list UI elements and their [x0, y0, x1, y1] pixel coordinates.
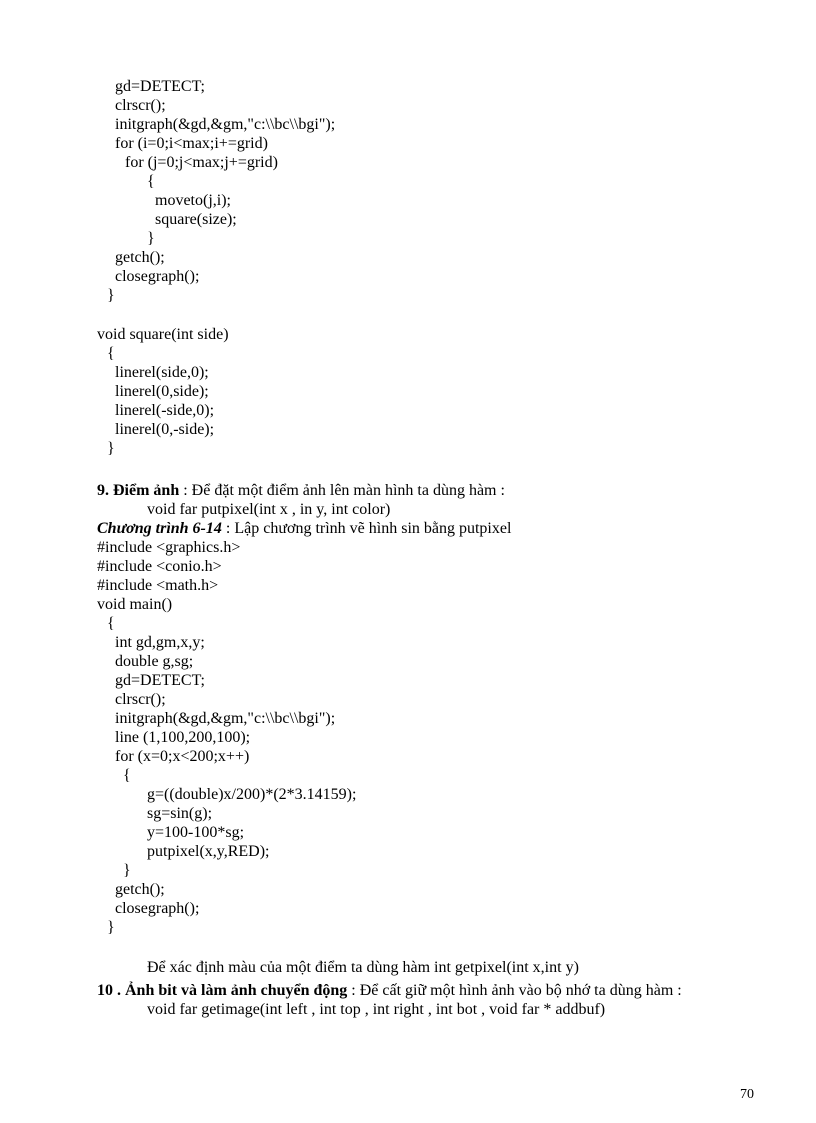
code-line: y=100-100*sg;	[147, 824, 245, 841]
code-line: closegraph();	[115, 268, 200, 285]
program-description: : Lập chương trình vẽ hình sin bằng putpixel	[221, 520, 512, 537]
code-line: for (i=0;i<max;i+=grid)	[115, 135, 268, 152]
code-line: }	[107, 287, 115, 304]
code-line: linerel(-side,0);	[115, 402, 215, 419]
code-line: }	[107, 440, 115, 457]
code-line: initgraph(&gd,&gm,"c:\\bc\\bgi");	[115, 710, 336, 727]
code-line: getch();	[115, 881, 165, 898]
code-line: clrscr();	[115, 691, 166, 708]
code-line: linerel(side,0);	[115, 364, 209, 381]
program-label: Chương trình 6-14	[97, 520, 222, 537]
code-line: for (j=0;j<max;j+=grid)	[125, 154, 278, 171]
code-line: {	[107, 615, 115, 632]
code-line: }	[123, 862, 131, 879]
code-line: line (1,100,200,100);	[115, 729, 251, 746]
code-line: void square(int side)	[97, 326, 229, 343]
section-9-heading-line	[97, 481, 505, 500]
code-line: gd=DETECT;	[115, 672, 205, 689]
section-10-heading-line	[97, 981, 682, 1000]
code-line: #include <graphics.h>	[97, 539, 241, 556]
function-signature: void far putpixel(int x , in y, int color)	[147, 501, 391, 518]
code-line: closegraph();	[115, 900, 200, 917]
code-line: clrscr();	[115, 97, 166, 114]
code-line: getch();	[115, 249, 165, 266]
code-line: moveto(j,i);	[155, 192, 231, 209]
code-line: #include <math.h>	[97, 577, 219, 594]
getpixel-note: Để xác định màu của một điểm ta dùng hàm int getpixel(int x,int y)	[147, 959, 579, 976]
code-line: square(size);	[155, 211, 237, 228]
code-line: void main()	[97, 596, 173, 613]
code-line: sg=sin(g);	[147, 805, 213, 822]
code-line: for (x=0;x<200;x++)	[115, 748, 250, 765]
function-signature: void far getimage(int left , int top , int right , int bot , void far * addbuf)	[147, 1001, 606, 1018]
code-line: linerel(0,-side);	[115, 421, 215, 438]
page-number: 70	[740, 1087, 754, 1102]
code-line: }	[147, 230, 155, 247]
section-text: : Để đặt một điểm ảnh lên màn hình ta dùng hàm :	[179, 482, 505, 499]
code-line: }	[107, 919, 115, 936]
code-line: {	[147, 173, 155, 190]
section-text: : Để cất giữ một hình ảnh vào bộ nhớ ta dùng hàm :	[347, 982, 682, 999]
code-line: int gd,gm,x,y;	[115, 634, 205, 651]
code-line: initgraph(&gd,&gm,"c:\\bc\\bgi");	[115, 116, 336, 133]
code-line: double g,sg;	[115, 653, 194, 670]
code-line: putpixel(x,y,RED);	[147, 843, 270, 860]
section-heading: 10 . Ảnh bit và làm ảnh chuyển động	[97, 982, 348, 999]
program-caption	[97, 519, 511, 538]
code-line: {	[107, 345, 115, 362]
code-line: g=((double)x/200)*(2*3.14159);	[147, 786, 357, 803]
code-line: gd=DETECT;	[115, 78, 205, 95]
code-line: #include <conio.h>	[97, 558, 222, 575]
code-line: linerel(0,side);	[115, 383, 209, 400]
code-line: {	[123, 767, 131, 784]
section-heading: 9. Điểm ảnh	[97, 482, 180, 499]
